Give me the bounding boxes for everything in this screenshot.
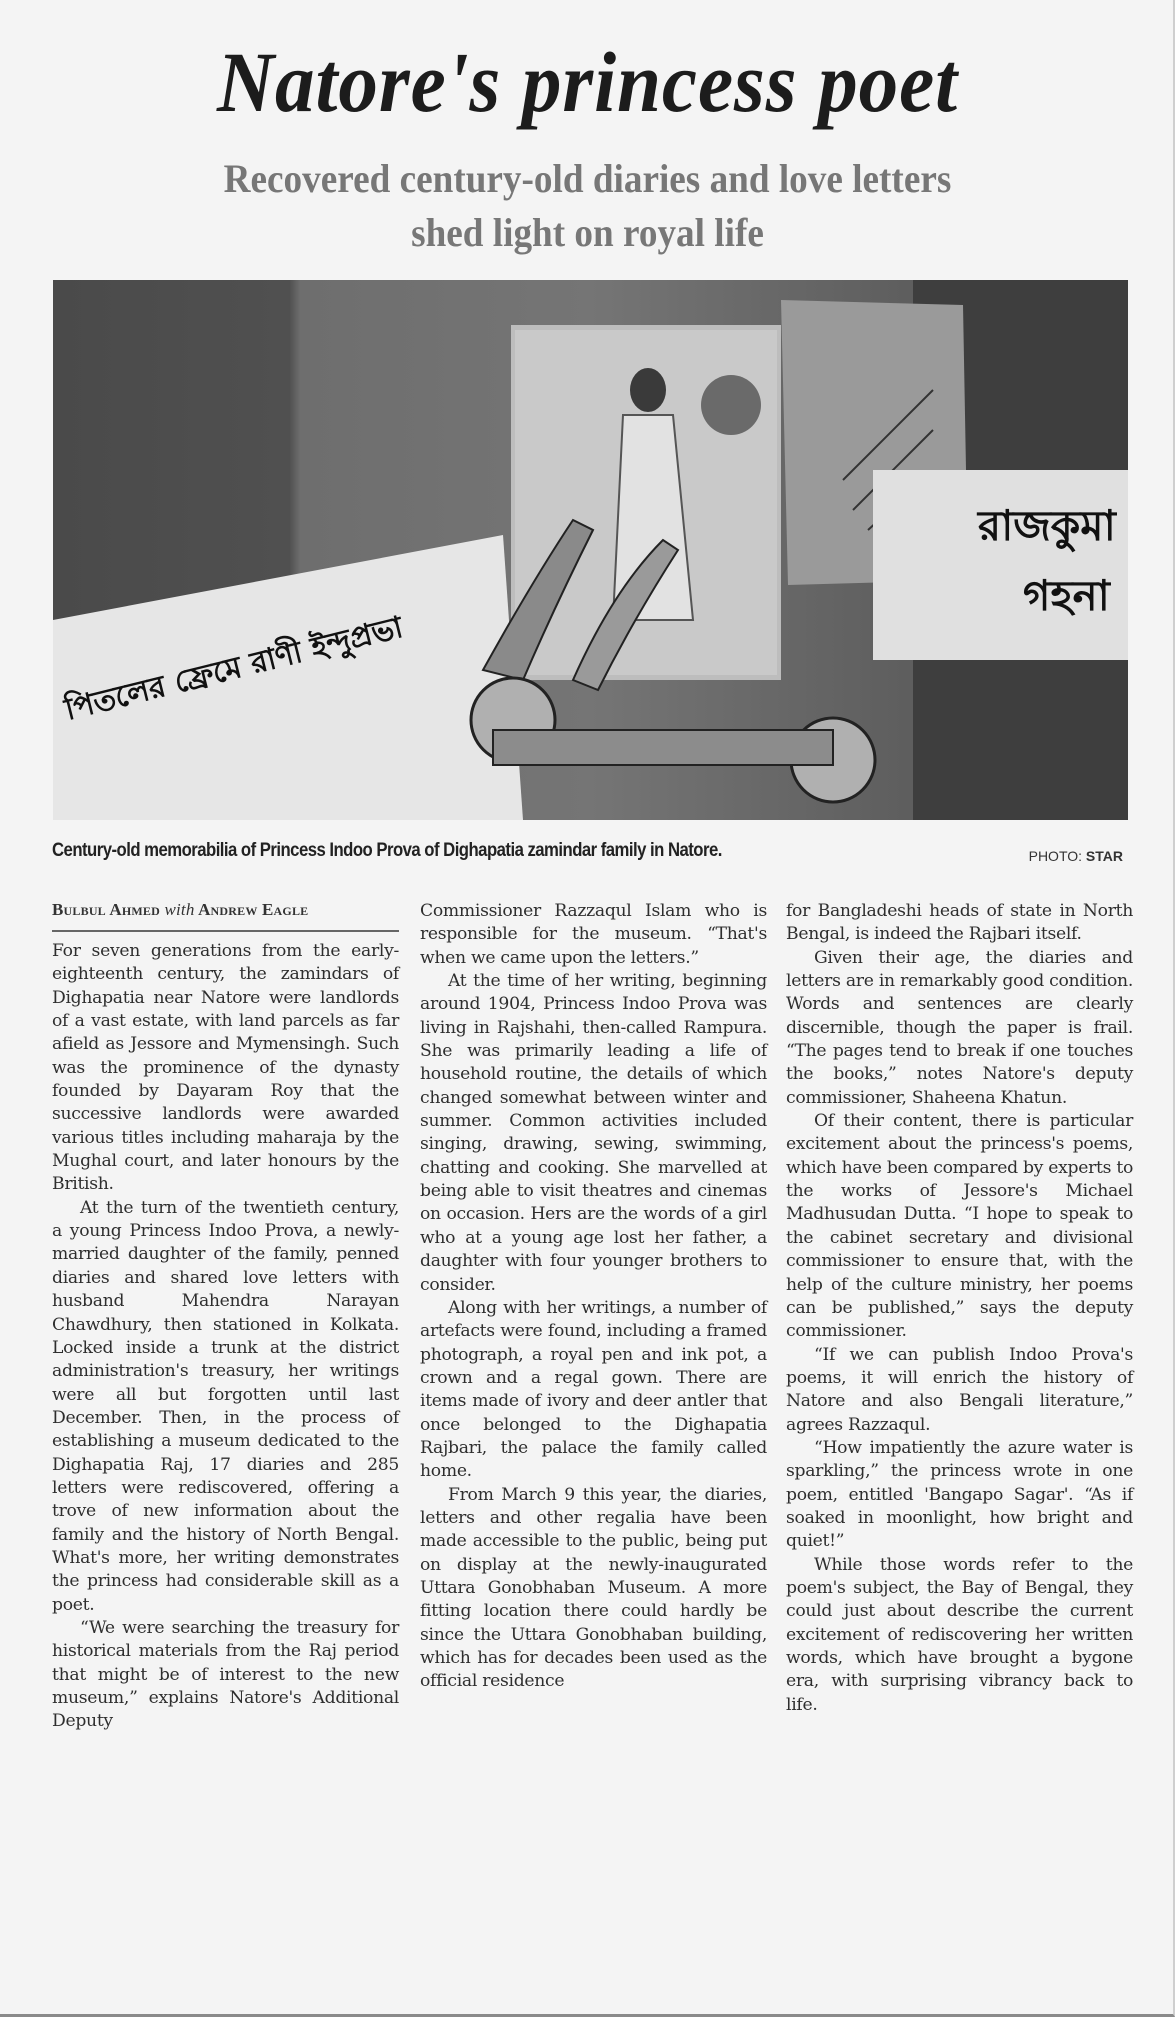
paragraph: Commissioner Razzaqul Islam who is responsible for the museum. “That's when we came upon the letters.” [420,901,767,968]
paragraph: At the time of her writing, beginning around 1904, Princess Indoo Prova was living in Rajshahi, then-called Rampura. She was primarily leading a life of household routine, the details of which changed somewhat between winter and summer. Common activities included singing, drawing, sewing, swimming, chatting and cooking. She marvelled at being able to visit theatres and cinemas on occasion. Hers are the words of a girl who at a young age lost her father, a daughter with four younger brothers to consider. [420,971,767,1295]
subheadline [41,152,1134,260]
paragraph: Given their age, the diaries and letters are in remarkably good condition. Words and sentences are clearly discernible, though the paper is frail. “The pages tend to break if one touches the books,” notes Natore's deputy commissioner, Shaheena Khatun. [786,947,1133,1108]
paragraph: From March 9 this year, the diaries, letters and other regalia have been made accessible to the public, being put on display at the newly-inaugurated Uttara Gonobhaban Museum. A more fitting location there could hardly be since the Uttara Gonobhaban building, which has for decades been used as the official residence [420,1484,767,1692]
portrait-head [630,368,666,412]
article-column-1 [52,900,399,1734]
frame-base [493,730,833,765]
paragraph: “How impatiently the azure water is sparkling,” the princess wrote in one poem, entitled 'Bangapo Sagar'. “As if soaked in moonlight, how bright and quiet!” [786,1437,1133,1552]
subheadline-line-1: Recovered century-old diaries and love letters [223,156,952,201]
headline: Natore's princess poet [216,34,959,130]
label-right-text-1: রাজকুমা [978,501,1116,550]
paragraph: for Bangladeshi heads of state in North Bengal, is indeed the Rajbari itself. [786,901,1133,945]
label-card-right [873,470,1128,660]
article-column-3 [786,900,1133,1717]
label-right-text-2: গহনা [1023,571,1110,620]
byline-author-2: Andrew Eagle [198,900,309,919]
paragraph: “If we can publish Indoo Prova's poems, it will enrich the history of Natore and also Bengali literature,” agrees Razzaqul. [786,1344,1133,1435]
article-column-2 [420,900,767,1694]
byline-divider [52,930,399,932]
byline [52,900,399,920]
article-photo [53,280,1128,820]
byline-author-1: Bulbul Ahmed [52,900,161,919]
photo-illustration [53,280,1128,820]
paragraph: For seven generations from the early-eighteenth century, the zamindars of Dighapatia near Natore were landlords of a vast estate, with land parcels as far afield as Jessore and Mymensingh. Such was the prominence of the dynasty founded by Dayaram Roy that the successive landlords were awarded various titles including maharaja by the Mughal court, and later honours by the British. [52,941,399,1195]
subheadline-line-2: shed light on royal life [411,210,764,255]
paragraph: While those words refer to the poem's subject, the Bay of Bengal, they could just about describe the current excitement of rediscovering her written words, which have brought a bygone era, with surprising vibrancy back to life. [786,1554,1133,1715]
paragraph: Along with her writings, a number of artefacts were found, including a framed photograph, a royal pen and ink pot, a crown and a regal gown. There are items made of ivory and deer antler that once belonged to the Dighapatia Rajbari, the palace the family called home. [420,1297,767,1482]
flower-bouquet [701,375,761,435]
byline-connector: with [164,900,195,919]
label-left-text: পিতলের ফ্রেমে রাণী ইন্দুপ্রভা [61,609,407,728]
paragraph: “We were searching the treasury for historical materials from the Raj period that might be of interest to the new museum,” explains Natore's Additional Deputy [52,1617,399,1732]
paragraph: At the turn of the twentieth century, a young Princess Indoo Prova, a newly-married daughter of the family, penned diaries and shared love letters with husband Mahendra Narayan Chawdhury, then stationed in Kolkata. Locked inside a trunk at the district administration's treasury, her writings were all but forgotten until last December. Then, in the process of establishing a museum dedicated to the Dighapatia Raj, 17 diaries and 285 letters were rediscovered, offering a trove of new information about the family and the history of North Bengal. What's more, her writing demonstrates the princess had considerable skill as a poet. [52,1197,399,1615]
photo-credit-prefix: PHOTO: [1028,848,1086,864]
paragraph: Of their content, there is particular excitement about the princess's poems, which have been compared by experts to the works of Jessore's Michael Madhusudan Dutta. “I hope to speak to the cabinet secretary and divisional commissioner to ensure that, with the help of the culture ministry, her poems can be published,” says the deputy commissioner. [786,1111,1133,1342]
photo-caption: Century-old memorabilia of Princess Indoo Prova of Dighapatia zamindar family in Natore. [52,840,722,861]
photo-credit [1029,848,1123,864]
photo-credit-source: STAR [1085,848,1123,864]
